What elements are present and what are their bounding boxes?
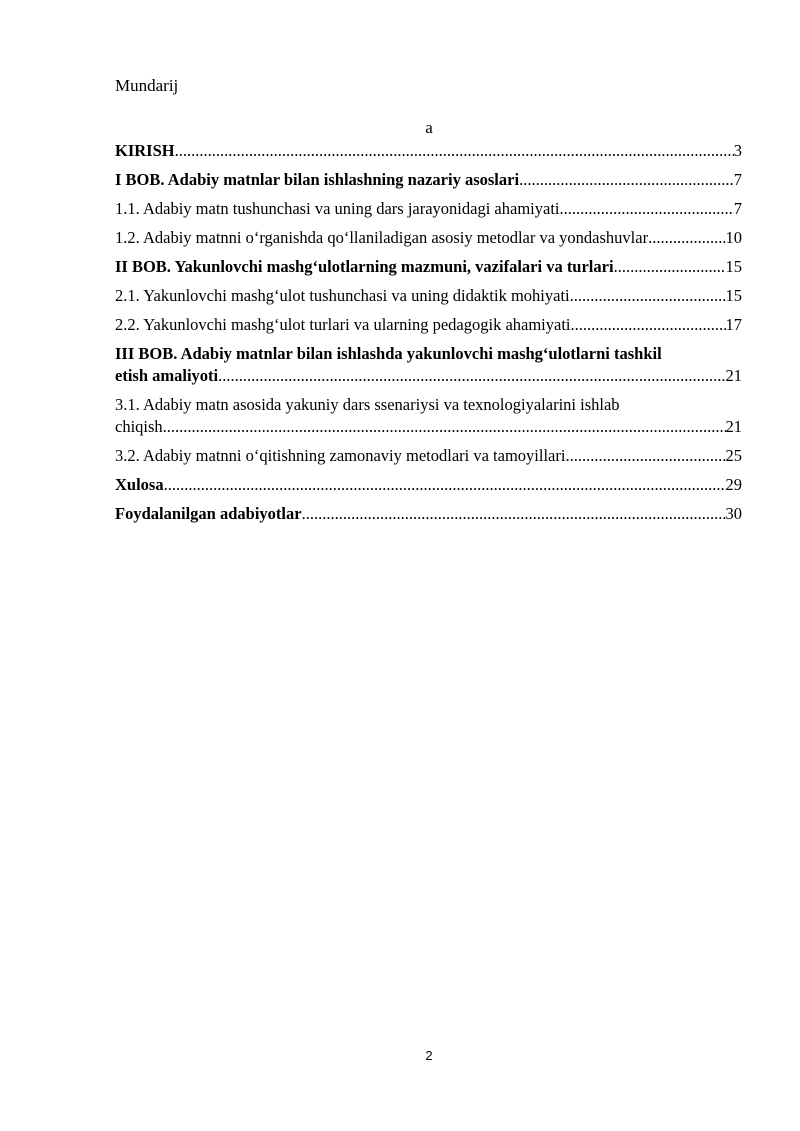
table-of-contents xyxy=(115,140,742,532)
toc-entry-xulosa[interactable] xyxy=(115,474,742,496)
toc-entry-title-line2: chiqish xyxy=(115,417,163,436)
toc-entry-page: 10 xyxy=(725,228,742,247)
toc-entry-chapter-3[interactable] xyxy=(115,343,742,387)
toc-entry-page: 15 xyxy=(725,286,742,305)
toc-entry-section-1-1[interactable] xyxy=(115,198,742,220)
toc-leader-dots xyxy=(163,416,726,438)
toc-entry-chapter-1[interactable] xyxy=(115,169,742,191)
toc-leader-dots xyxy=(175,140,734,162)
toc-leader-dots xyxy=(648,227,725,249)
toc-entry-page: 25 xyxy=(725,446,742,465)
toc-entry-page: 15 xyxy=(725,257,742,276)
toc-entry-section-2-2[interactable] xyxy=(115,314,742,336)
toc-leader-dots xyxy=(565,445,725,467)
toc-entry-page: 7 xyxy=(733,170,742,189)
toc-heading: Mundarij xyxy=(115,76,179,95)
toc-entry-kirish[interactable] xyxy=(115,140,742,162)
toc-leader-dots xyxy=(570,285,726,307)
toc-entry-title-line2: etish amaliyoti xyxy=(115,366,219,385)
toc-entry-section-3-2[interactable] xyxy=(115,445,742,467)
toc-entry-title: 1.1. Adabiy matn tushunchasi va uning dars jarayonidagi ahamiyati xyxy=(115,199,560,218)
toc-entry-title: 1.2. Adabiy matnni o‘rganishda qo‘llaniladigan asosiy metodlar va yondashuvlar xyxy=(115,228,649,247)
toc-entry-page: 17 xyxy=(725,315,742,334)
toc-entry-title: 3.2. Adabiy matnni o‘qitishning zamonaviy metodlari va tamoyillari xyxy=(115,446,566,465)
toc-entry-page: 21 xyxy=(725,417,742,436)
toc-entry-title: I BOB. Adabiy matnlar bilan ishlashning nazariy asoslari xyxy=(115,170,520,189)
toc-heading-continuation: a xyxy=(425,118,433,137)
toc-entry-page: 3 xyxy=(733,141,742,160)
toc-entry-section-2-1[interactable] xyxy=(115,285,742,307)
toc-entry-title: 2.2. Yakunlovchi mashg‘ulot turlari va ularning pedagogik ahamiyati xyxy=(115,315,571,334)
page-number: 2 xyxy=(425,1048,433,1063)
toc-entry-title: Xulosa xyxy=(115,475,164,494)
toc-entry-bibliography[interactable] xyxy=(115,503,742,525)
toc-leader-dots xyxy=(614,256,726,278)
toc-entry-section-3-1[interactable] xyxy=(115,394,742,438)
toc-leader-dots xyxy=(218,365,725,387)
toc-leader-dots xyxy=(302,503,726,525)
toc-leader-dots xyxy=(164,474,726,496)
toc-leader-dots xyxy=(560,198,734,220)
toc-entry-page: 21 xyxy=(725,366,742,385)
toc-entry-chapter-2[interactable] xyxy=(115,256,742,278)
toc-entry-title: Foydalanilgan adabiyotlar xyxy=(115,504,302,523)
toc-entry-title-line1: III BOB. Adabiy matnlar bilan ishlashda yakunlovchi mashg‘ulotlarni tashkil xyxy=(115,344,662,363)
toc-leader-dots xyxy=(519,169,734,191)
toc-entry-section-1-2[interactable] xyxy=(115,227,742,249)
toc-entry-page: 29 xyxy=(725,475,742,494)
toc-entry-title-line1: 3.1. Adabiy matn asosida yakuniy dars ssenariysi va texnologiyalarini ishlab xyxy=(115,395,620,414)
toc-entry-title: KIRISH xyxy=(115,141,175,160)
toc-entry-page: 30 xyxy=(725,504,742,523)
toc-entry-page: 7 xyxy=(733,199,742,218)
toc-entry-title: II BOB. Yakunlovchi mashg‘ulotlarning mazmuni, vazifalari va turlari xyxy=(115,257,614,276)
toc-leader-dots xyxy=(571,314,726,336)
toc-entry-title: 2.1. Yakunlovchi mashg‘ulot tushunchasi va uning didaktik mohiyati xyxy=(115,286,570,305)
